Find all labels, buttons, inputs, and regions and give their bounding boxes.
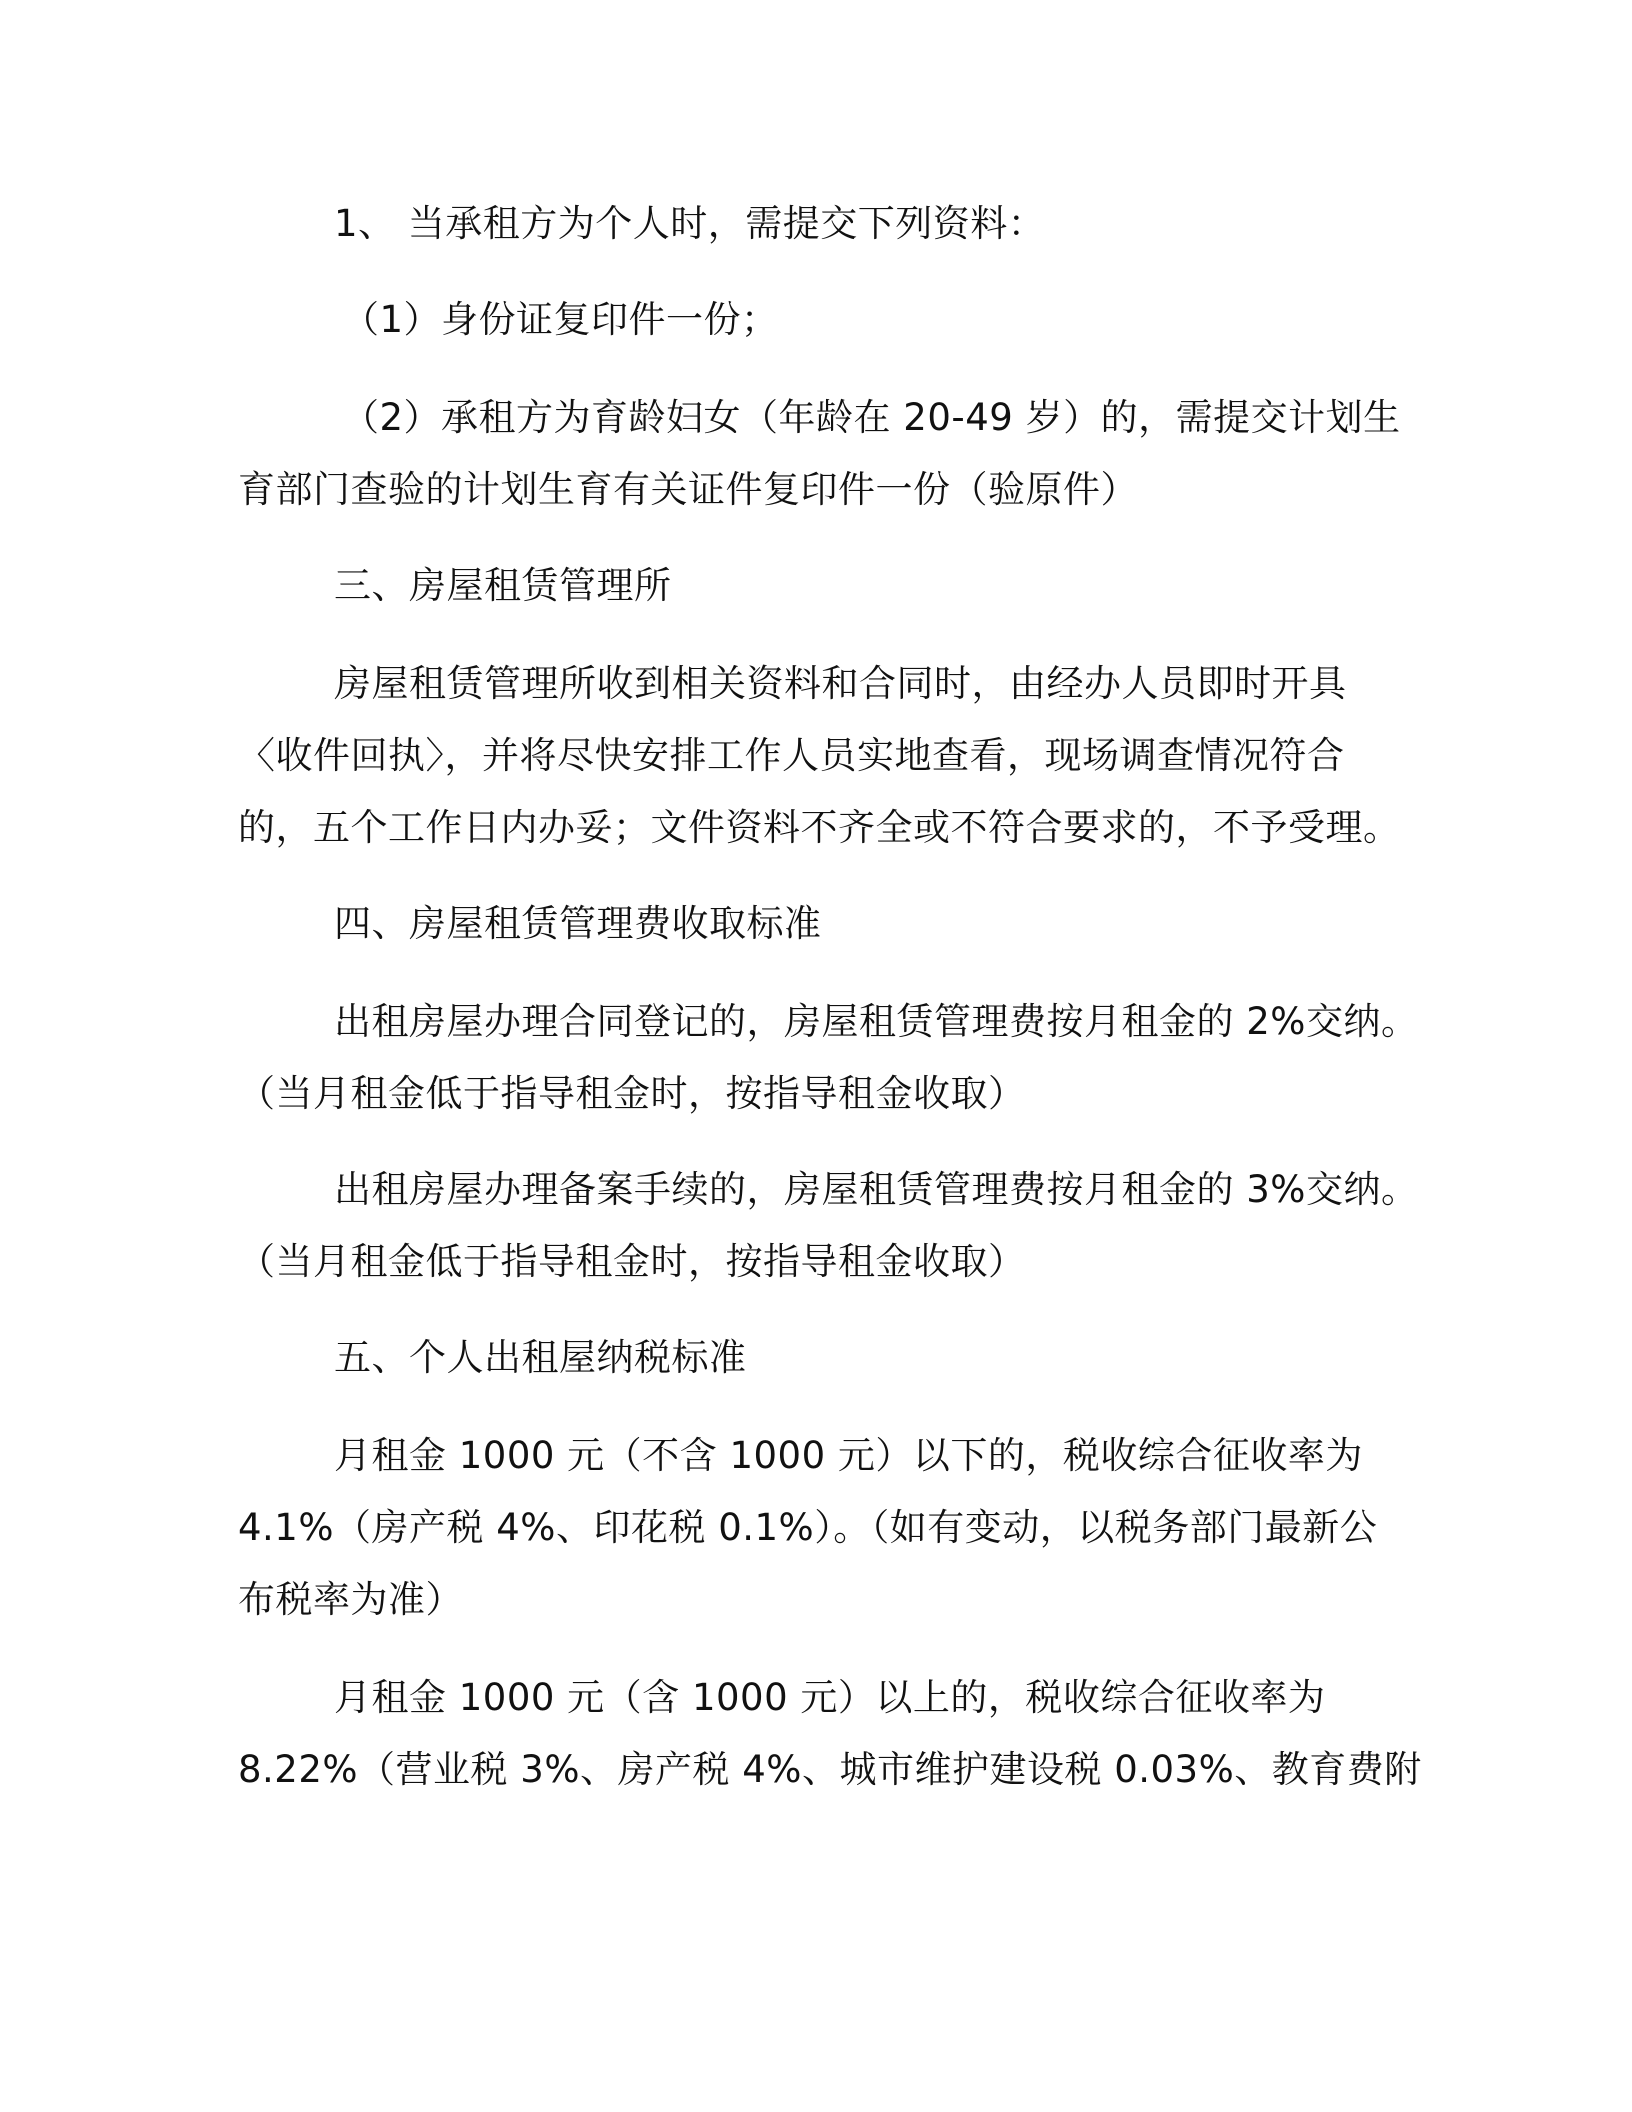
text-line: （1）身份证复印件一份； — [342, 298, 779, 341]
text-line: （2）承租方为育龄妇女（年龄在 20-49 岁）的，需提交计划生 — [342, 396, 1401, 439]
text-line: 三、房屋租赁管理所 — [334, 564, 672, 607]
text-line: 出租房屋办理合同登记的，房屋租赁管理费按月租金的 2%交纳。 — [334, 1000, 1419, 1043]
text-line: （当月租金低于指导租金时，按指导租金收取） — [238, 1240, 1026, 1283]
list-item-id-copy — [238, 284, 1398, 356]
section-heading-5 — [238, 1322, 1398, 1394]
text-line: 育部门查验的计划生育有关证件复印件一份（验原件） — [238, 468, 1138, 511]
text-line: 房屋租赁管理所收到相关资料和合同时，由经办人员即时开具 — [334, 662, 1347, 705]
paragraph-filing-fee — [238, 1154, 1419, 1298]
text-line: 1、 当承租方为个人时，需提交下列资料： — [334, 202, 1046, 245]
list-item-individual-lessee — [238, 188, 1398, 260]
section-heading-3 — [238, 550, 1398, 622]
text-line: 8.22%（营业税 3%、房产税 4%、城市维护建设税 0.03%、教育费附 — [238, 1748, 1422, 1791]
paragraph-management-office — [238, 648, 1401, 864]
paragraph-tax-above-1000 — [238, 1662, 1422, 1806]
text-line: （当月租金低于指导租金时，按指导租金收取） — [238, 1072, 1026, 1115]
text-line: 〈收件回执〉，并将尽快安排工作人员实地查看，现场调查情况符合 — [238, 734, 1345, 777]
text-line: 五、个人出租屋纳税标准 — [334, 1336, 747, 1379]
paragraph-contract-registration-fee — [238, 986, 1419, 1130]
text-line: 出租房屋办理备案手续的，房屋租赁管理费按月租金的 3%交纳。 — [334, 1168, 1419, 1211]
text-line: 布税率为准） — [238, 1578, 463, 1621]
text-line: 月租金 1000 元（含 1000 元）以上的，税收综合征收率为 — [334, 1676, 1326, 1719]
text-line: 4.1%（房产税 4%、印花税 0.1%）。（如有变动，以税务部门最新公 — [238, 1506, 1378, 1549]
paragraph-tax-below-1000 — [238, 1420, 1398, 1636]
section-heading-4 — [238, 888, 1398, 960]
text-line: 的，五个工作日内办妥；文件资料不齐全或不符合要求的，不予受理。 — [238, 806, 1401, 849]
text-line: 月租金 1000 元（不含 1000 元）以下的，税收综合征收率为 — [334, 1434, 1363, 1477]
text-line: 四、房屋租赁管理费收取标准 — [334, 902, 822, 945]
list-item-family-planning — [238, 382, 1401, 526]
